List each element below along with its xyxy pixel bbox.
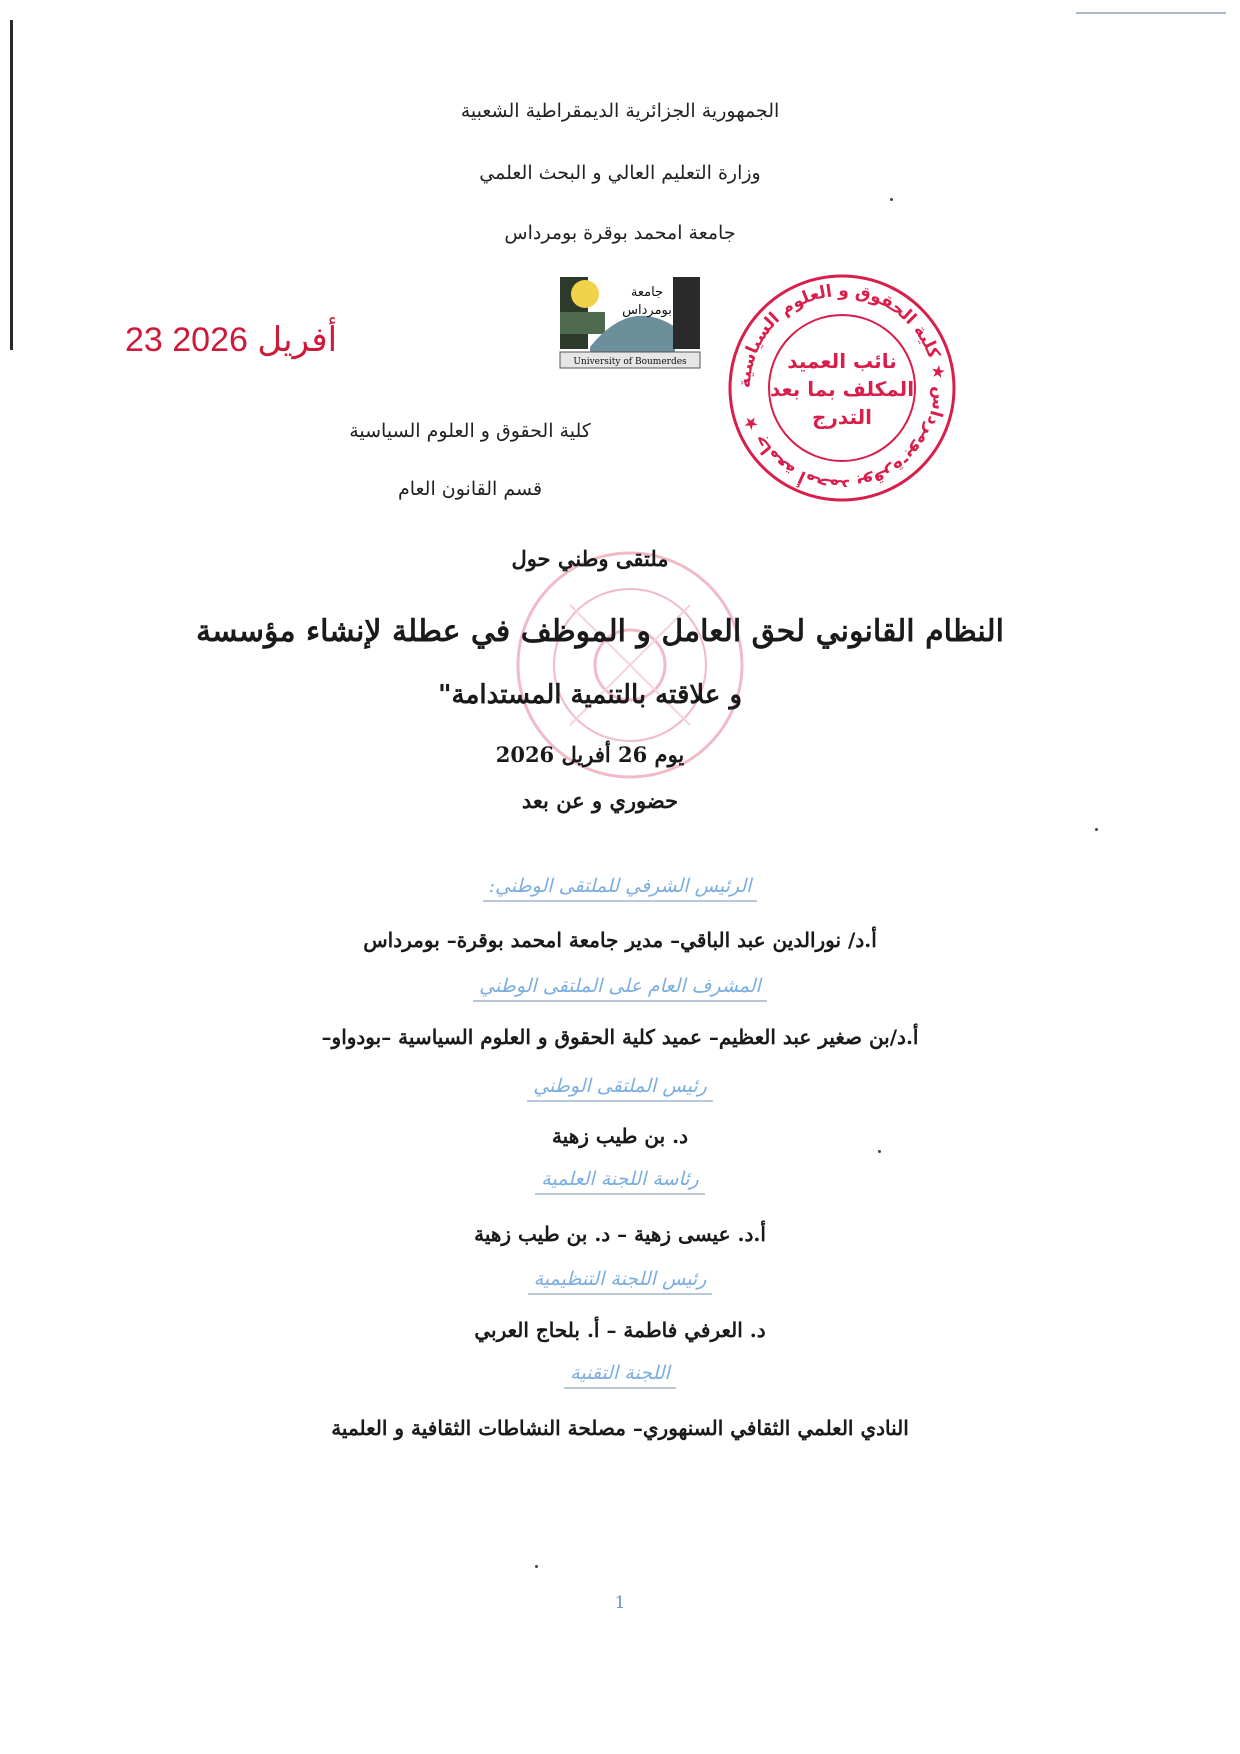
colloquium-title-line-1: النظام القانوني لحق العامل و الموظف في عطلة لإنشاء مؤسسة <box>196 614 1004 649</box>
colloquium-president-name: د. بن طيب زهية <box>551 1124 689 1148</box>
technical-committee-names: النادي العلمي الثقافي السنهوري– مصلحة النشاطات الثقافية و العلمية <box>331 1416 909 1440</box>
ministry-line: وزارة التعليم العالي و البحث العلمي <box>479 162 761 184</box>
scan-speck <box>878 1150 881 1153</box>
colloquium-title-line-2: و علاقته بالتنمية المستدامة" <box>437 680 743 710</box>
scientific-committee-names: أ.د. عيسى زهية – د. بن طيب زهية <box>474 1222 766 1246</box>
honorary-president-name: أ.د/ نورالدين عبد الباقي– مدير جامعة امحمد بوقرة– بومرداس <box>363 928 877 952</box>
scan-speck <box>535 1565 538 1568</box>
received-date-stamp: 23 أفريل 2026 <box>125 321 338 359</box>
logo-arabic-name: جامعة <box>630 285 664 300</box>
scan-speck <box>890 198 893 201</box>
seal-center-line-1: نائب العميد <box>787 349 897 373</box>
seal-ring-text: جامعة أمحمد بوقرة-بومرداس ★ كلية الحقوق و العلوم السياسية ★ <box>734 280 950 496</box>
honorary-president-role: الرئيس الشرفي للملتقى الوطني: <box>0 875 1240 902</box>
republic-line: الجمهورية الجزائرية الديمقراطية الشعبية <box>460 100 780 122</box>
general-supervisor-name: أ.د/بن صغير عبد العظيم– عميد كلية الحقوق و العلوم السياسية –بودواو– <box>321 1025 919 1049</box>
top-rule <box>1076 12 1226 14</box>
page-number: 1 <box>614 1593 626 1613</box>
organizing-committee-names: د. العرفي فاطمة – أ. بلحاج العربي <box>474 1318 766 1342</box>
colloquium-mode: حضوري و عن بعد <box>521 788 679 813</box>
technical-committee-role: اللجنة التقنية <box>0 1362 1240 1389</box>
official-seal <box>722 268 962 508</box>
general-supervisor-role: المشرف العام على الملتقى الوطني <box>0 975 1240 1002</box>
seal-center-line-2: المكلف بما بعد <box>769 377 915 401</box>
scientific-committee-role: رئاسة اللجنة العلمية <box>0 1168 1240 1195</box>
university-line: جامعة امحمد بوقرة بومرداس <box>504 222 736 244</box>
logo-arabic-city: بومرداس <box>622 303 672 318</box>
colloquium-date: يوم 26 أفريل 2026 <box>495 742 685 767</box>
scan-edge-shadow <box>10 20 13 350</box>
organizing-committee-role: رئيس اللجنة التنظيمية <box>0 1268 1240 1295</box>
scan-speck <box>1095 828 1098 831</box>
university-logo <box>555 272 705 372</box>
colloquium-intro: ملتقى وطني حول <box>511 546 669 571</box>
department-line: قسم القانون العام <box>397 478 543 500</box>
seal-center-line-3: التدرج <box>811 405 873 429</box>
colloquium-president-role: رئيس الملتقى الوطني <box>0 1075 1240 1102</box>
logo-english-caption: University of Boumerdes <box>573 357 687 367</box>
faculty-line: كلية الحقوق و العلوم السياسية <box>349 420 591 442</box>
